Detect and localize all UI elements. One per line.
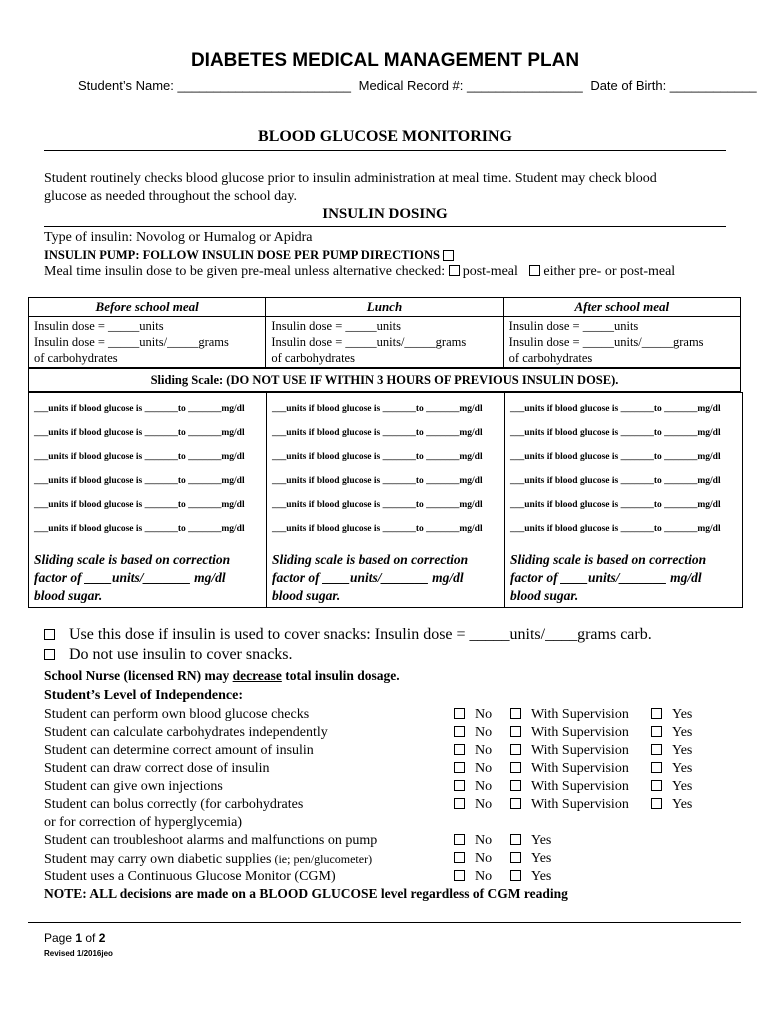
yes-option <box>651 724 692 742</box>
no-label: No <box>475 851 493 866</box>
no-label: No <box>475 869 493 884</box>
dose-ratio: Insulin dose = _____units/_____grams <box>34 335 229 349</box>
correction-factor-line: factor of ____units/_______ mg/dl <box>510 570 702 585</box>
page-total: 2 <box>98 931 106 945</box>
independence-item: Student can give own injections <box>44 779 223 794</box>
independence-item: Student can bolus correctly (for carbohydrates <box>44 797 304 812</box>
meal-heading-after-school: After school meal <box>503 298 740 317</box>
bg-text-line1: Student routinely checks blood glucose prior to insulin administration at meal time. Student may check blood <box>44 171 657 186</box>
with-supervision-option <box>510 706 629 724</box>
yes-checkbox[interactable] <box>651 726 662 737</box>
sliding-scale-row[interactable]: ___units if blood glucose is _______to _______mg/dl <box>510 452 721 462</box>
sliding-scale-row[interactable]: ___units if blood glucose is _______to _______mg/dl <box>272 452 483 462</box>
correction-factor-line: factor of ____units/_______ mg/dl <box>272 570 464 585</box>
independence-item <box>44 832 377 850</box>
pump-label: INSULIN PUMP: FOLLOW INSULIN DOSE PER PUMP DIRECTIONS <box>44 248 440 262</box>
no-checkbox[interactable] <box>454 726 465 737</box>
meal-dose-cell[interactable] <box>503 317 740 368</box>
medical-record-field[interactable]: Medical Record #: ________________ <box>358 78 583 93</box>
cgm-note: NOTE: ALL decisions are made on a BLOOD GLUCOSE level regardless of CGM reading <box>44 886 568 901</box>
independence-heading: Student’s Level of Independence: <box>44 688 243 703</box>
no-checkbox[interactable] <box>454 708 465 719</box>
no-option <box>454 832 492 850</box>
nurse-prefix: School Nurse (licensed RN) may <box>44 668 233 683</box>
sliding-scale-row[interactable]: ___units if blood glucose is _______to _______mg/dl <box>34 476 245 486</box>
dob-field[interactable]: Date of Birth: ____________ <box>590 78 757 93</box>
no-label: No <box>475 761 493 776</box>
sliding-scale-row[interactable]: ___units if blood glucose is _______to _______mg/dl <box>34 452 245 462</box>
with-supervision-option <box>510 742 629 760</box>
no-option <box>454 760 492 778</box>
student-name-field[interactable]: Student’s Name: ________________________ <box>78 78 351 93</box>
yes-checkbox[interactable] <box>510 852 521 863</box>
with-supervision-label: With Supervision <box>531 743 629 758</box>
column-divider <box>266 393 267 607</box>
yes-label: Yes <box>672 707 693 722</box>
sliding-scale-row[interactable]: ___units if blood glucose is _______to _______mg/dl <box>272 428 483 438</box>
meal-dose-cell[interactable] <box>266 317 503 368</box>
student-info-line <box>78 78 757 93</box>
yes-label: Yes <box>531 833 552 848</box>
meal-time-line <box>44 263 675 281</box>
insulin-dosing-heading: INSULIN DOSING <box>322 206 448 222</box>
yes-checkbox[interactable] <box>510 834 521 845</box>
with-supervision-checkbox[interactable] <box>510 726 521 737</box>
with-supervision-option <box>510 724 629 742</box>
correction-factor-line: Sliding scale is based on correction <box>510 552 707 567</box>
with-supervision-label: With Supervision <box>531 707 629 722</box>
yes-label: Yes <box>672 725 693 740</box>
meal-heading-before-school: Before school meal <box>29 298 266 317</box>
yes-label: Yes <box>672 761 693 776</box>
nurse-note <box>44 667 400 685</box>
no-option <box>454 778 492 796</box>
use-dose-checkbox[interactable] <box>44 629 55 640</box>
nurse-emphasis: decrease <box>232 668 282 683</box>
page-title: DIABETES MEDICAL MANAGEMENT PLAN <box>190 50 580 71</box>
footer-divider <box>28 922 741 923</box>
yes-checkbox[interactable] <box>651 798 662 809</box>
correction-factor-line: Sliding scale is based on correction <box>34 552 231 567</box>
either-checkbox[interactable] <box>529 265 540 276</box>
yes-option <box>510 832 551 850</box>
independence-item <box>44 850 372 869</box>
sliding-scale-heading: Sliding Scale: (DO NOT USE IF WITHIN 3 HOURS OF PREVIOUS INSULIN DOSE). <box>28 368 741 392</box>
dose-units: Insulin dose = _____units <box>34 319 164 333</box>
with-supervision-label: With Supervision <box>531 725 629 740</box>
yes-option <box>510 850 551 868</box>
correction-factor-line: Sliding scale is based on correction <box>272 552 469 567</box>
independence-item-cont: or for correction of hyperglycemia) <box>44 815 242 830</box>
page-current: 1 <box>75 931 83 945</box>
with-supervision-option <box>510 796 629 814</box>
pump-checkbox[interactable] <box>443 250 454 261</box>
no-label: No <box>475 833 493 848</box>
sliding-scale-row[interactable]: ___units if blood glucose is _______to _______mg/dl <box>272 524 483 534</box>
with-supervision-checkbox[interactable] <box>510 762 521 773</box>
sliding-scale-row[interactable]: ___units if blood glucose is _______to _______mg/dl <box>34 524 245 534</box>
no-checkbox[interactable] <box>454 780 465 791</box>
dose-units: Insulin dose = _____units <box>271 319 401 333</box>
yes-label: Yes <box>531 869 552 884</box>
with-supervision-label: With Supervision <box>531 779 629 794</box>
independence-item: Student can perform own blood glucose checks <box>44 707 310 722</box>
with-supervision-option <box>510 760 629 778</box>
yes-option <box>651 706 692 724</box>
dose-carbs: of carbohydrates <box>34 351 118 365</box>
yes-label: Yes <box>672 743 693 758</box>
nurse-suffix: total insulin dosage. <box>281 668 400 683</box>
dose-carbs: of carbohydrates <box>508 351 593 365</box>
yes-option <box>651 742 692 760</box>
dose-ratio: Insulin dose = _____units/_____grams <box>508 335 704 349</box>
yes-label: Yes <box>531 851 552 866</box>
revised-label: Revised 1/2016jeo <box>44 949 113 958</box>
no-label: No <box>475 779 493 794</box>
with-supervision-checkbox[interactable] <box>510 780 521 791</box>
with-supervision-label: With Supervision <box>531 797 629 812</box>
no-label: No <box>475 725 493 740</box>
sliding-scale-row[interactable]: ___units if blood glucose is _______to _______mg/dl <box>510 428 721 438</box>
sliding-scale-row[interactable]: ___units if blood glucose is _______to _______mg/dl <box>34 500 245 510</box>
yes-checkbox[interactable] <box>651 780 662 791</box>
page-prefix: Page <box>44 931 76 945</box>
independence-item: Student can draw correct dose of insulin <box>44 761 270 776</box>
no-label: No <box>475 797 493 812</box>
sliding-scale-grid <box>28 392 743 608</box>
with-supervision-option <box>510 778 629 796</box>
independence-item-label: Student uses a Continuous Glucose Monitor (CGM) <box>44 869 336 884</box>
either-label: either pre- or post-meal <box>543 264 676 279</box>
dose-units: Insulin dose = _____units <box>508 319 639 333</box>
use-dose-label: Use this dose if insulin is used to cover snacks: Insulin dose = _____units/____grams carb. <box>69 626 652 643</box>
post-meal-checkbox[interactable] <box>449 265 460 276</box>
independence-item-label: Student can troubleshoot alarms and malfunctions on pump <box>44 833 378 848</box>
no-label: No <box>475 743 493 758</box>
correction-factor-line: blood sugar. <box>510 588 579 603</box>
pump-line <box>44 246 457 264</box>
yes-label: Yes <box>672 779 693 794</box>
divider <box>44 226 726 227</box>
yes-label: Yes <box>672 797 693 812</box>
insulin-type-line: Type of insulin: Novolog or Humalog or Apidra <box>44 230 313 245</box>
with-supervision-checkbox[interactable] <box>510 708 521 719</box>
with-supervision-label: With Supervision <box>531 761 629 776</box>
yes-checkbox[interactable] <box>651 744 662 755</box>
independence-item: Student can determine correct amount of insulin <box>44 743 314 758</box>
correction-factor-note <box>510 551 706 605</box>
correction-factor-note <box>34 551 230 605</box>
no-checkbox[interactable] <box>454 744 465 755</box>
correction-factor-line: blood sugar. <box>272 588 341 603</box>
use-dose-option <box>44 626 652 644</box>
sliding-scale-row[interactable]: ___units if blood glucose is _______to _______mg/dl <box>510 524 721 534</box>
yes-option <box>651 796 692 814</box>
yes-option <box>510 868 551 886</box>
sliding-scale-row[interactable]: ___units if blood glucose is _______to _______mg/dl <box>272 500 483 510</box>
meal-heading-lunch: Lunch <box>266 298 503 317</box>
bg-text-line2: glucose as needed throughout the school day. <box>44 189 297 204</box>
yes-checkbox[interactable] <box>651 708 662 719</box>
sliding-scale-row[interactable]: ___units if blood glucose is _______to _______mg/dl <box>510 476 721 486</box>
column-divider <box>504 393 505 607</box>
yes-checkbox[interactable] <box>651 762 662 773</box>
no-option <box>454 796 492 814</box>
yes-option <box>651 760 692 778</box>
independence-item <box>44 868 336 886</box>
no-checkbox[interactable] <box>454 834 465 845</box>
yes-option <box>651 778 692 796</box>
page-number <box>44 931 105 945</box>
meal-dose-table <box>28 297 741 368</box>
sliding-scale-row[interactable]: ___units if blood glucose is _______to _______mg/dl <box>272 476 483 486</box>
no-label: No <box>475 707 493 722</box>
correction-factor-line: blood sugar. <box>34 588 103 603</box>
sliding-scale-row[interactable]: ___units if blood glucose is _______to _______mg/dl <box>34 404 245 414</box>
no-option <box>454 706 492 724</box>
sliding-scale-row[interactable]: ___units if blood glucose is _______to _______mg/dl <box>272 404 483 414</box>
no-checkbox[interactable] <box>454 852 465 863</box>
no-insulin-label: Do not use insulin to cover snacks. <box>69 646 293 663</box>
no-checkbox[interactable] <box>454 762 465 773</box>
correction-factor-note <box>272 551 468 605</box>
no-insulin-option <box>44 646 293 664</box>
post-meal-label: post-meal <box>462 264 518 279</box>
sliding-scale-row[interactable]: ___units if blood glucose is _______to _______mg/dl <box>34 428 245 438</box>
meal-dose-cell[interactable] <box>29 317 266 368</box>
independence-item-label: Student may carry own diabetic supplies <box>44 852 272 867</box>
no-option <box>454 742 492 760</box>
no-option <box>454 868 492 886</box>
no-checkbox[interactable] <box>454 798 465 809</box>
dose-carbs: of carbohydrates <box>271 351 355 365</box>
yes-checkbox[interactable] <box>510 870 521 881</box>
dose-ratio: Insulin dose = _____units/_____grams <box>271 335 467 349</box>
divider <box>44 150 726 151</box>
independence-item: Student can calculate carbohydrates independently <box>44 725 328 740</box>
page-of: of <box>82 931 99 945</box>
sliding-scale-row[interactable]: ___units if blood glucose is _______to _______mg/dl <box>510 404 721 414</box>
blood-glucose-heading: BLOOD GLUCOSE MONITORING <box>258 128 512 145</box>
supplies-note: (ie; pen/glucometer) <box>271 852 373 866</box>
with-supervision-checkbox[interactable] <box>510 744 521 755</box>
no-option <box>454 724 492 742</box>
no-option <box>454 850 492 868</box>
correction-factor-line: factor of ____units/_______ mg/dl <box>34 570 226 585</box>
sliding-scale-row[interactable]: ___units if blood glucose is _______to _______mg/dl <box>510 500 721 510</box>
meal-time-label: Meal time insulin dose to be given pre-meal unless alternative checked: <box>44 264 446 279</box>
no-insulin-checkbox[interactable] <box>44 649 55 660</box>
no-checkbox[interactable] <box>454 870 465 881</box>
with-supervision-checkbox[interactable] <box>510 798 521 809</box>
